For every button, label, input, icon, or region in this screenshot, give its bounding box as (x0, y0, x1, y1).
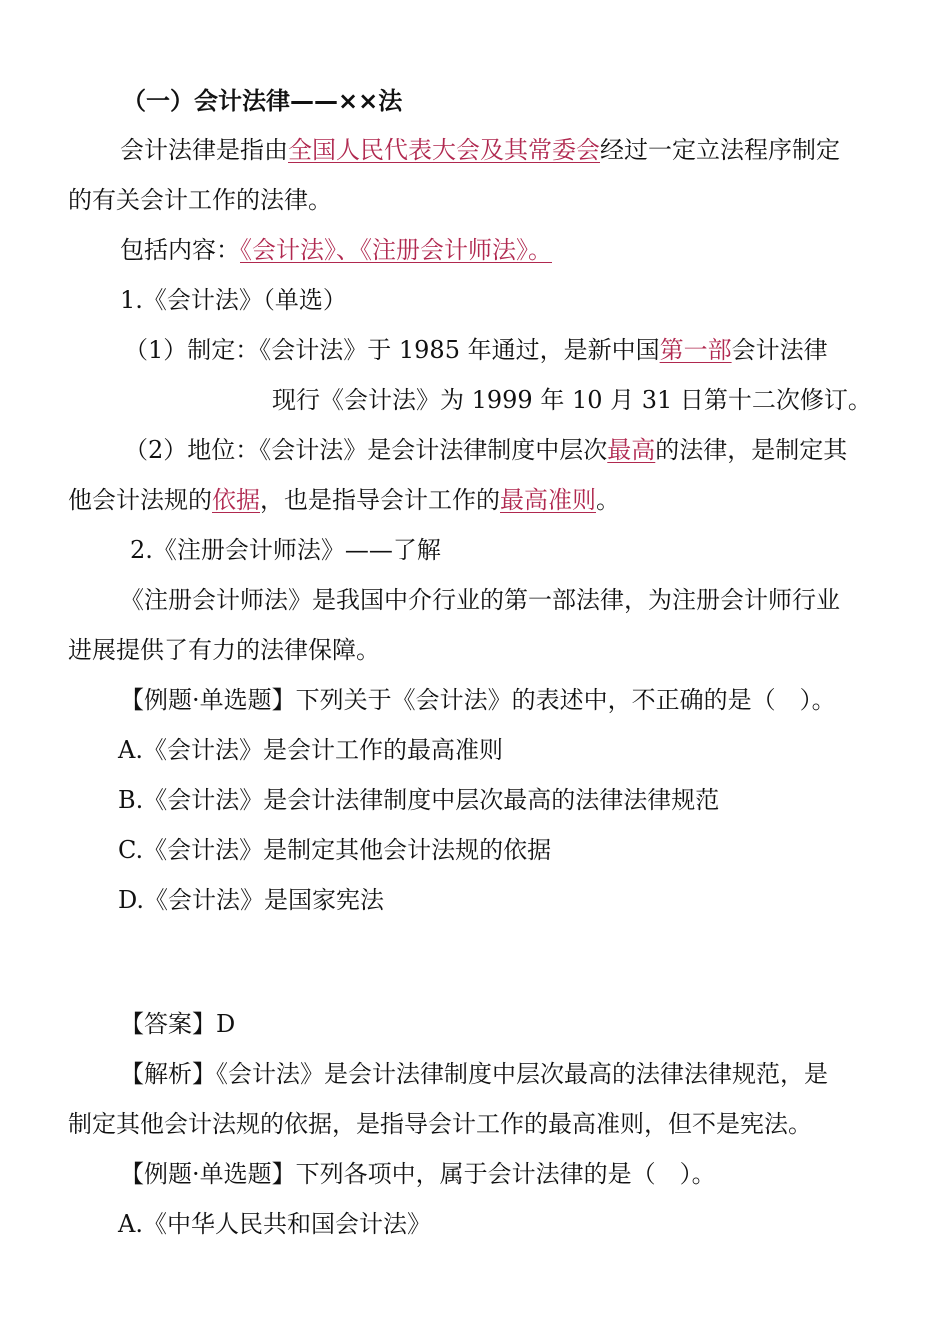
highlight-highest-norm: 最高准则 (500, 486, 596, 514)
text: （2）地位：《会计法》是会计法律制度中层次 (124, 436, 608, 464)
cpa-law-paragraph-line1: 《注册会计师法》是我国中介行业的第一部法律，为注册会计师行业 (120, 586, 840, 614)
question-1-stem: 【例题·单选题】下列关于《会计法》的表述中，不正确的是（ ）。 (120, 686, 836, 714)
item-enactment (124, 335, 828, 365)
question-1-analysis-line1: 【解析】《会计法》是会计法律制度中层次最高的法律法律规范，是 (120, 1060, 828, 1088)
highlight-npc: 全国人民代表大会及其常委会 (288, 136, 600, 164)
text: 会计法律是指由 (120, 136, 288, 164)
question-1-analysis-line2: 制定其他会计法规的依据，是指导会计工作的最高准则，但不是宪法。 (68, 1110, 812, 1138)
paragraph-contents (120, 235, 552, 265)
question-2-stem: 【例题·单选题】下列各项中，属于会计法律的是（ ）。 (120, 1160, 716, 1188)
subsection-title-2: 2.《注册会计师法》——了解 (130, 536, 441, 564)
section-heading: （一）会计法律——××法 (122, 87, 403, 115)
highlight-basis: 依据 (212, 486, 260, 514)
text: 会计法律 (731, 336, 828, 364)
question-1-answer: 【答案】D (120, 1010, 236, 1038)
question-1-option-a: A.《会计法》是会计工作的最高准则 (118, 736, 503, 764)
cpa-law-paragraph-line2: 进展提供了有力的法律保障。 (68, 636, 380, 664)
question-2-option-a: A.《中华人民共和国会计法》 (118, 1210, 431, 1238)
question-1-option-c: C.《会计法》是制定其他会计法规的依据 (118, 836, 552, 864)
paragraph-definition-line2: 的有关会计工作的法律。 (68, 186, 332, 214)
highlight-first: 第一部 (659, 336, 732, 364)
subsection-title-1: 1.《会计法》（单选） (120, 286, 347, 314)
item-status-line2 (68, 485, 620, 515)
item-status-line1 (124, 435, 847, 465)
text: ，也是指导会计工作的 (260, 486, 500, 514)
text: 的法律，是制定其 (655, 436, 848, 464)
text: （1）制定：《会计法》于 1985 年通过，是新中国 (124, 336, 660, 364)
text: 经过一定立法程序制定 (600, 136, 840, 164)
highlight-highest: 最高 (607, 436, 656, 464)
text: 包括内容： (120, 236, 240, 264)
text: 。 (596, 486, 620, 514)
text: 他会计法规的 (68, 486, 212, 514)
question-1-option-b: B.《会计法》是会计法律制度中层次最高的法律法律规范 (118, 786, 720, 814)
paragraph-definition-line1 (120, 135, 840, 165)
question-1-option-d: D.《会计法》是国家宪法 (118, 886, 385, 914)
highlight-laws: 《会计法》、《注册会计师法》。 (240, 236, 552, 264)
item-enactment-cont: 现行《会计法》为 1999 年 10 月 31 日第十二次修订。 (272, 386, 872, 414)
